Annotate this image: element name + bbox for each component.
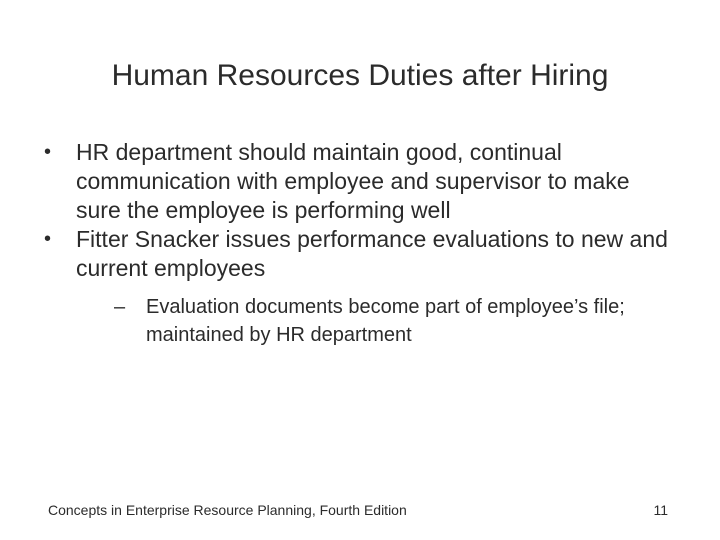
bullet-list (40, 138, 680, 349)
sub-bullet-text: Evaluation documents become part of employee’s file; maintained by HR department (146, 296, 625, 346)
sub-bullet-item (112, 293, 680, 349)
slide-title: Human Resources Duties after Hiring (111, 59, 609, 92)
bullet-item (40, 138, 680, 225)
footer-source: Concepts in Enterprise Resource Planning, Fourth Edition (48, 502, 407, 518)
bullet-marker: • (44, 228, 52, 250)
sub-bullet-list (76, 293, 680, 349)
bullet-marker: • (44, 141, 52, 163)
bullet-text: Fitter Snacker issues performance evaluations to new and current employees (76, 226, 668, 281)
page-number: 11 (653, 502, 668, 518)
bullet-text: HR department should maintain good, continual communication with employee and supervisor to make sure the employee is performing well (76, 139, 630, 223)
sub-bullet-marker: – (114, 296, 126, 318)
bullet-item (40, 225, 680, 349)
